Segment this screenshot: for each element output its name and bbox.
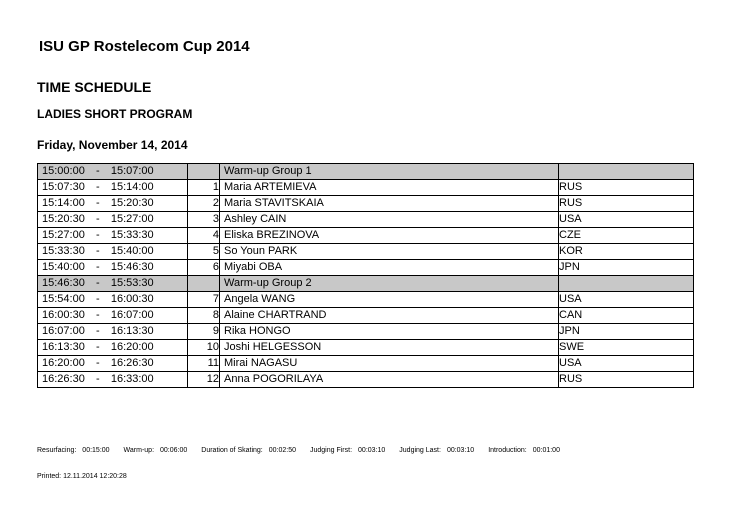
start-time: 16:07:00 xyxy=(42,325,85,337)
time-range-cell xyxy=(38,356,188,372)
skater-row xyxy=(38,308,694,324)
time-separator: - xyxy=(95,213,100,225)
time-separator: - xyxy=(95,229,100,241)
nation-code: CZE xyxy=(559,228,694,244)
start-number: 2 xyxy=(188,196,220,212)
start-number xyxy=(188,276,220,292)
time-range-cell xyxy=(38,292,188,308)
nation-code: SWE xyxy=(559,340,694,356)
end-time: 16:33:00 xyxy=(110,373,154,385)
start-time: 15:00:00 xyxy=(42,165,85,177)
duration-value: 00:01:00 xyxy=(532,447,560,454)
nation-code: USA xyxy=(559,212,694,228)
start-time: 15:14:00 xyxy=(42,197,85,209)
time-separator: - xyxy=(95,373,100,385)
skater-name: Ashley CAIN xyxy=(220,212,559,228)
end-time: 15:14:00 xyxy=(110,181,154,193)
skater-name: Rika HONGO xyxy=(220,324,559,340)
nation-code xyxy=(559,276,694,292)
skater-name: Anna POGORILAYA xyxy=(220,372,559,388)
time-separator: - xyxy=(95,341,100,353)
skater-row xyxy=(38,180,694,196)
skater-name: Alaine CHARTRAND xyxy=(220,308,559,324)
end-time: 16:13:30 xyxy=(110,325,154,337)
skater-name: Maria ARTEMIEVA xyxy=(220,180,559,196)
duration-value: 00:03:10 xyxy=(358,447,386,454)
start-time: 16:13:30 xyxy=(42,341,85,353)
duration-label: Introduction: xyxy=(488,447,527,454)
skater-row xyxy=(38,228,694,244)
nation-code xyxy=(559,164,694,180)
skater-row xyxy=(38,324,694,340)
start-time: 15:33:30 xyxy=(42,245,85,257)
time-separator: - xyxy=(95,325,100,337)
event-title: ISU GP Rostelecom Cup 2014 xyxy=(39,38,250,55)
start-number: 5 xyxy=(188,244,220,260)
skater-row xyxy=(38,356,694,372)
time-separator: - xyxy=(95,245,100,257)
printed-timestamp: Printed: 12.11.2014 12:20:28 xyxy=(37,473,127,480)
nation-code: JPN xyxy=(559,260,694,276)
start-number: 7 xyxy=(188,292,220,308)
time-separator: - xyxy=(95,261,100,273)
start-number xyxy=(188,164,220,180)
time-range-cell xyxy=(38,308,188,324)
skater-name: Eliska BREZINOVA xyxy=(220,228,559,244)
skater-row xyxy=(38,372,694,388)
duration-label: Judging Last: xyxy=(399,447,441,454)
duration-value: 00:02:50 xyxy=(268,447,296,454)
time-range-cell xyxy=(38,164,188,180)
nation-code: RUS xyxy=(559,180,694,196)
time-separator: - xyxy=(95,181,100,193)
start-number: 10 xyxy=(188,340,220,356)
start-number: 6 xyxy=(188,260,220,276)
time-range-cell xyxy=(38,196,188,212)
end-time: 16:00:30 xyxy=(110,293,154,305)
start-time: 15:46:30 xyxy=(42,277,85,289)
start-time: 15:20:30 xyxy=(42,213,85,225)
time-separator: - xyxy=(95,309,100,321)
time-range-cell xyxy=(38,228,188,244)
skater-row xyxy=(38,212,694,228)
end-time: 15:53:30 xyxy=(110,277,154,289)
time-separator: - xyxy=(95,197,100,209)
time-separator: - xyxy=(95,357,100,369)
time-range-cell xyxy=(38,244,188,260)
end-time: 15:33:30 xyxy=(110,229,154,241)
start-number: 11 xyxy=(188,356,220,372)
segment-title: LADIES SHORT PROGRAM xyxy=(37,107,193,121)
skater-row xyxy=(38,340,694,356)
warmup-label: Warm-up Group 1 xyxy=(220,164,559,180)
time-range-cell xyxy=(38,372,188,388)
end-time: 15:07:00 xyxy=(110,165,154,177)
start-time: 15:54:00 xyxy=(42,293,85,305)
time-range-cell xyxy=(38,276,188,292)
duration-label: Warm-up: xyxy=(123,447,155,454)
start-number: 1 xyxy=(188,180,220,196)
start-time: 16:26:30 xyxy=(42,373,85,385)
start-time: 15:27:00 xyxy=(42,229,85,241)
nation-code: KOR xyxy=(559,244,694,260)
start-time: 16:20:00 xyxy=(42,357,85,369)
duration-label: Duration of Skating: xyxy=(201,447,263,454)
nation-code: JPN xyxy=(559,324,694,340)
end-time: 15:40:00 xyxy=(110,245,154,257)
time-separator: - xyxy=(95,293,100,305)
nation-code: RUS xyxy=(559,196,694,212)
start-number: 8 xyxy=(188,308,220,324)
nation-code: USA xyxy=(559,356,694,372)
duration-label: Judging First: xyxy=(310,447,353,454)
duration-label: Resurfacing: xyxy=(37,447,77,454)
time-range-cell xyxy=(38,324,188,340)
schedule-table xyxy=(37,163,694,388)
nation-code: RUS xyxy=(559,372,694,388)
warmup-row xyxy=(38,276,694,292)
start-time: 16:00:30 xyxy=(42,309,85,321)
skater-name: Angela WANG xyxy=(220,292,559,308)
skater-name: Mirai NAGASU xyxy=(220,356,559,372)
durations-line xyxy=(37,447,560,454)
duration-value: 00:06:00 xyxy=(160,447,188,454)
start-number: 4 xyxy=(188,228,220,244)
schedule-date: Friday, November 14, 2014 xyxy=(37,138,188,152)
duration-value: 00:15:00 xyxy=(82,447,110,454)
skater-name: Miyabi OBA xyxy=(220,260,559,276)
start-number: 9 xyxy=(188,324,220,340)
skater-name: Maria STAVITSKAIA xyxy=(220,196,559,212)
warmup-label: Warm-up Group 2 xyxy=(220,276,559,292)
time-separator: - xyxy=(95,165,100,177)
start-time: 15:40:00 xyxy=(42,261,85,273)
time-range-cell xyxy=(38,212,188,228)
duration-value: 00:03:10 xyxy=(446,447,475,454)
skater-row xyxy=(38,260,694,276)
nation-code: USA xyxy=(559,292,694,308)
end-time: 16:20:00 xyxy=(110,341,154,353)
end-time: 15:27:00 xyxy=(110,213,154,225)
schedule-title: TIME SCHEDULE xyxy=(37,79,152,95)
start-time: 15:07:30 xyxy=(42,181,85,193)
nation-code: CAN xyxy=(559,308,694,324)
time-separator: - xyxy=(95,277,100,289)
skater-name: So Youn PARK xyxy=(220,244,559,260)
end-time: 15:20:30 xyxy=(110,197,154,209)
skater-name: Joshi HELGESSON xyxy=(220,340,559,356)
time-range-cell xyxy=(38,260,188,276)
warmup-row xyxy=(38,164,694,180)
skater-row xyxy=(38,292,694,308)
start-number: 3 xyxy=(188,212,220,228)
end-time: 15:46:30 xyxy=(110,261,154,273)
time-range-cell xyxy=(38,180,188,196)
skater-row xyxy=(38,244,694,260)
time-range-cell xyxy=(38,340,188,356)
start-number: 12 xyxy=(188,372,220,388)
end-time: 16:07:00 xyxy=(110,309,154,321)
skater-row xyxy=(38,196,694,212)
end-time: 16:26:30 xyxy=(110,357,154,369)
